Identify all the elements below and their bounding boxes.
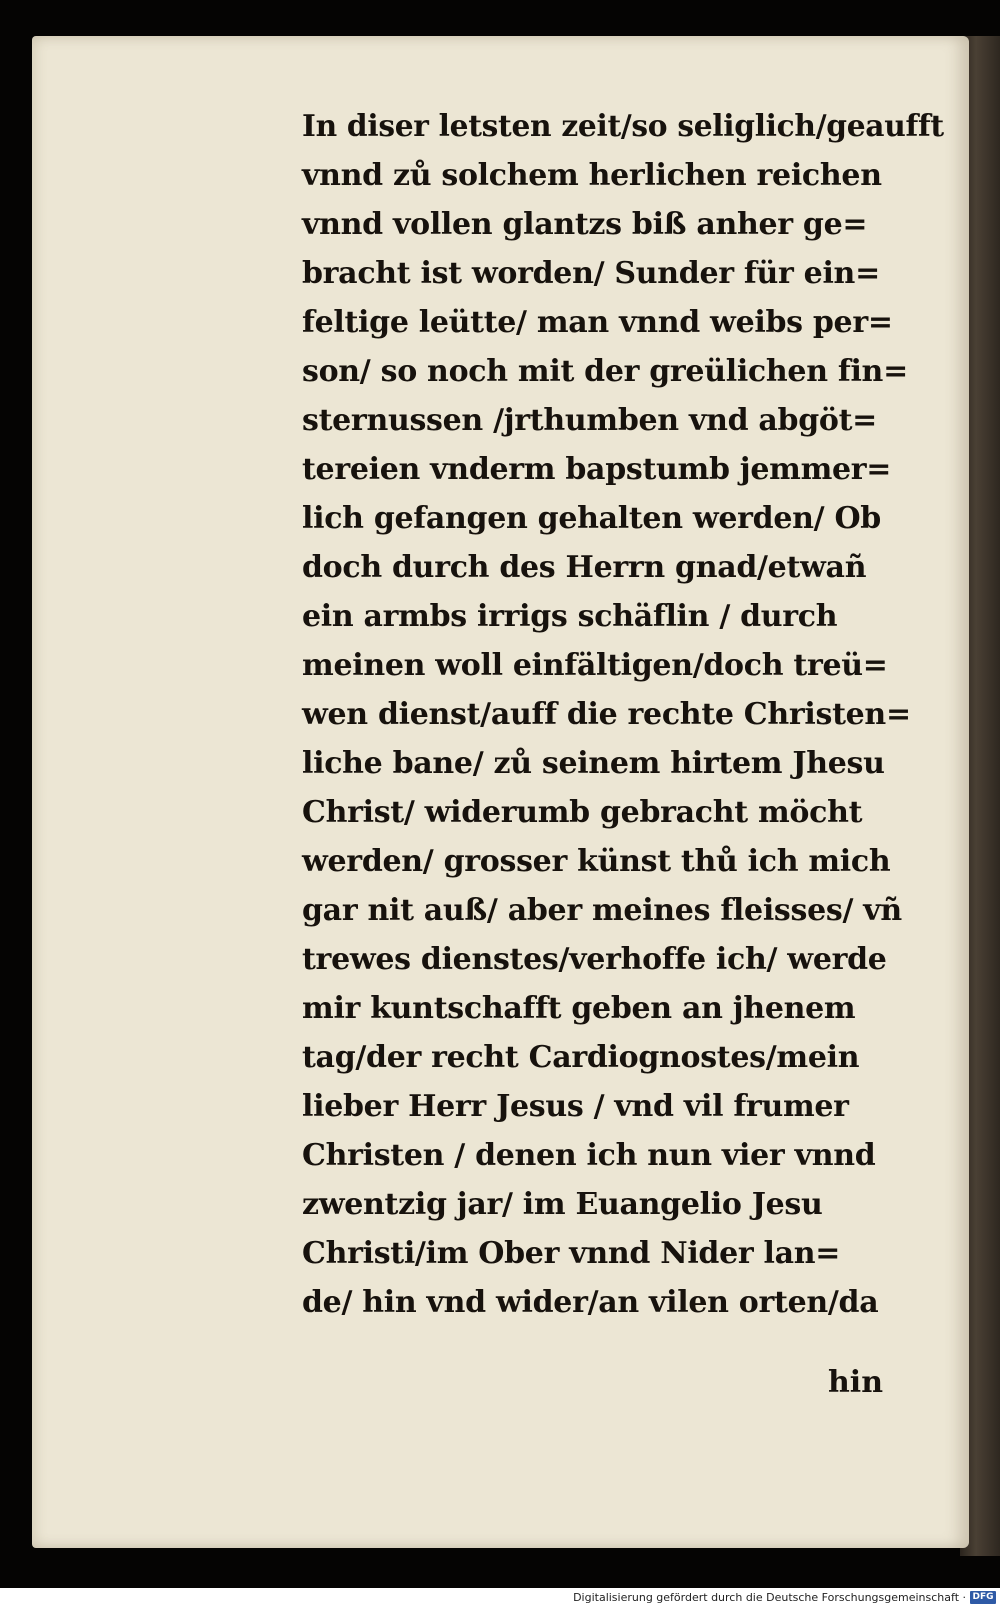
text-line: feltige leütte/ man vnnd weibs per= [302, 305, 893, 340]
text-block [302, 102, 944, 1327]
text-line: vnnd vollen glantzs biß anher ge= [302, 207, 868, 242]
dfg-logo: DFG [970, 1591, 996, 1604]
text-line: werden/ grosser künst thů ich mich [302, 844, 891, 879]
text-line: bracht ist worden/ Sunder für ein= [302, 256, 880, 291]
text-line: lich gefangen gehalten werden/ Ob [302, 501, 881, 536]
book-page [32, 36, 969, 1548]
text-line: Christi/im Ober vnnd Nider lan= [302, 1236, 841, 1271]
text-line: mir kuntschafft geben an jhenem [302, 991, 856, 1026]
text-line: sternussen /jrthumben vnd abgöt= [302, 403, 878, 438]
text-line: Christen / denen ich nun vier vnnd [302, 1138, 876, 1173]
text-line: tereien vnderm bapstumb jemmer= [302, 452, 892, 487]
text-line: In diser letsten zeit/so seliglich/geaufft [302, 109, 944, 144]
text-line: son/ so noch mit der greülichen fin= [302, 354, 908, 389]
text-line: tag/der recht Cardiognostes/mein [302, 1040, 860, 1075]
text-line: ein armbs irrigs schäflin / durch [302, 599, 838, 634]
text-line: trewes dienstes/verhoffe ich/ werde [302, 942, 887, 977]
text-line: liche bane/ zů seinem hirtem Jhesu [302, 746, 885, 781]
text-line: doch durch des Herrn gnad/etwañ [302, 550, 867, 585]
text-line: meinen woll einfältigen/doch treü= [302, 648, 888, 683]
text-line: gar nit auß/ aber meines fleisses/ vñ [302, 893, 902, 928]
footer-bar [0, 1588, 1000, 1608]
text-line: de/ hin vnd wider/an vilen orten/da [302, 1285, 879, 1320]
text-line: wen dienst/auff die rechte Christen= [302, 697, 911, 732]
catchword: hin [828, 1365, 884, 1400]
text-line: Christ/ widerumb gebracht möcht [302, 795, 863, 830]
text-line: zwentzig jar/ im Euangelio Jesu [302, 1187, 823, 1222]
footer-credit: Digitalisierung gefördert durch die Deutsche Forschungsgemeinschaft · [573, 1591, 966, 1604]
text-line: vnnd zů solchem herlichen reichen [302, 158, 882, 193]
text-line: lieber Herr Jesus / vnd vil frumer [302, 1089, 849, 1124]
